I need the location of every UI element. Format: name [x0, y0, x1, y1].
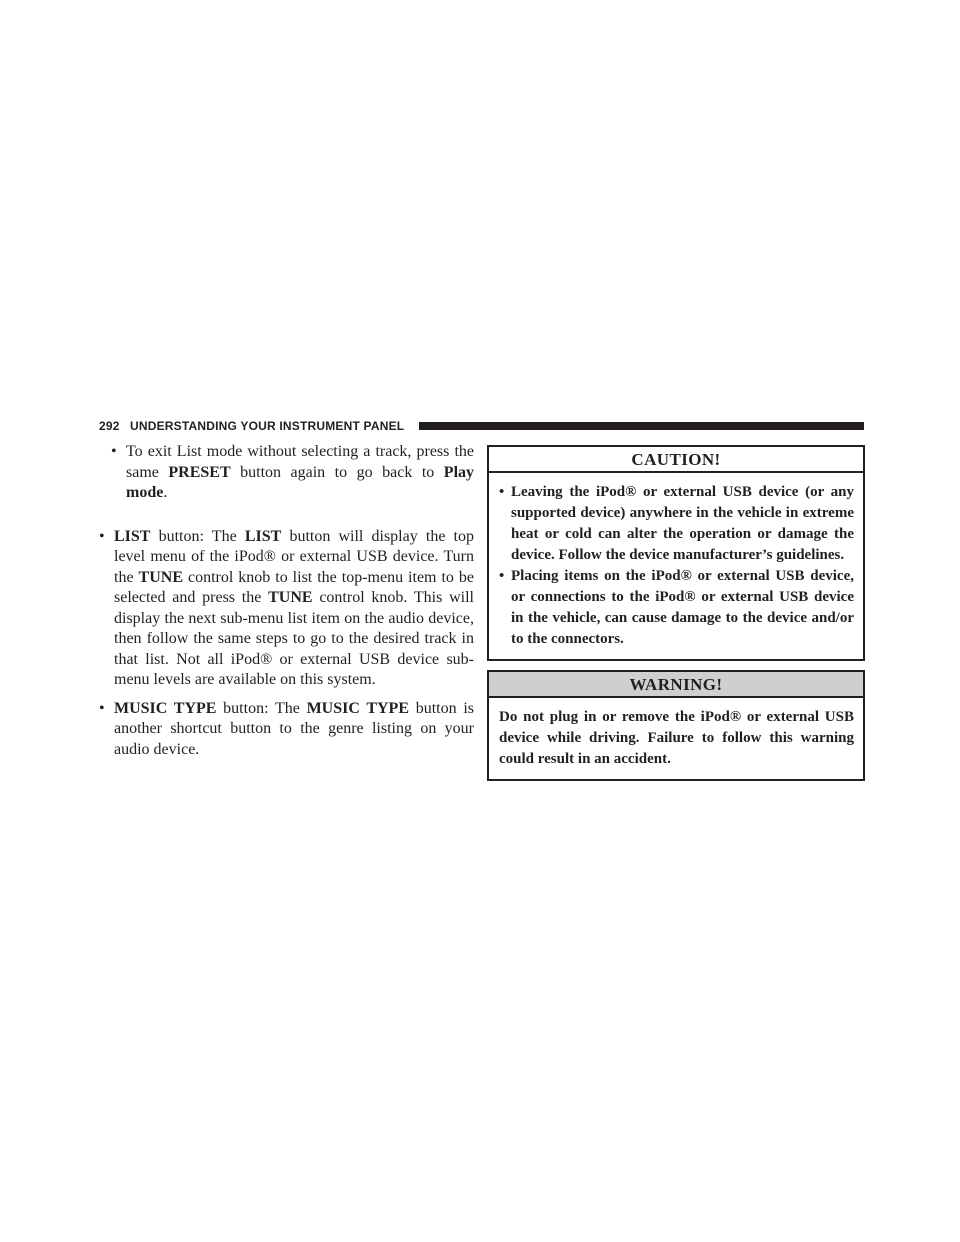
bullet: •: [99, 527, 105, 545]
term-tune: TUNE: [268, 589, 313, 606]
warning-text: Do not plug in or remove the iPod® or external USB device while driving. Failure to follow this warning could result in an accident.: [499, 709, 854, 767]
page-header: [99, 419, 864, 433]
term-preset: PRESET: [168, 463, 231, 481]
caution-item: [499, 566, 854, 650]
bullet: •: [99, 699, 105, 717]
warning-paragraph: [499, 707, 854, 770]
text: .: [163, 484, 168, 501]
text: To exit List mode without selecting a track, press the same: [126, 443, 474, 481]
caution-body: [489, 473, 863, 659]
caution-title: CAUTION!: [489, 447, 863, 473]
term-music-type: MUSIC TYPE: [114, 699, 217, 717]
caution-box: [487, 445, 865, 661]
text: button is another shortcut button to the genre listing on your audio device.: [114, 699, 475, 758]
text: button: The: [150, 527, 245, 545]
list-item-exit-list-mode: [99, 442, 474, 504]
header-rule: [419, 422, 864, 430]
page-number: 292: [99, 419, 120, 433]
term-tune: TUNE: [138, 568, 183, 586]
text: button again to go back to: [230, 463, 444, 481]
caution-item-text: Placing items on the iPod® or external USB device, or connections to the iPod® or external USB device in the vehicle, can cause damage to the device and/or to the connectors.: [511, 568, 854, 647]
list-item-music-type-button: [99, 699, 474, 761]
term-music-type: MUSIC TYPE: [306, 699, 410, 717]
caution-item-text: Leaving the iPod® or external USB device (or any supported device) anywhere in the vehicle in extreme heat or cold can alter the operation or damage the device. Follow the device manufacturer’s guidelines.: [511, 484, 854, 563]
text: control knob. This will display the next sub-menu list item on the audio device, then follow the same steps to go to the desired track in that list. Not all iPod® or external USB device sub-menu levels are available on this system.: [114, 589, 474, 688]
text: control knob to list the top-menu item to be selected and press the: [114, 568, 474, 606]
bullet: •: [111, 443, 117, 460]
text: button: The: [216, 699, 307, 717]
warning-title: WARNING!: [489, 672, 863, 698]
term-list: LIST: [244, 527, 282, 545]
caution-item: [499, 482, 854, 566]
bullet: •: [499, 568, 505, 584]
left-column: [99, 442, 474, 768]
text: button will display the top level menu of the iPod® or external USB device. Turn the: [114, 527, 475, 586]
warning-box: [487, 670, 865, 781]
bullet: •: [499, 484, 505, 500]
term-play-mode: Play mode: [126, 463, 475, 501]
term-list: LIST: [114, 527, 151, 545]
list-item-list-button: [99, 527, 474, 691]
spacer: [99, 512, 474, 527]
section-title: UNDERSTANDING YOUR INSTRUMENT PANEL: [130, 419, 405, 433]
warning-body: [489, 698, 863, 779]
